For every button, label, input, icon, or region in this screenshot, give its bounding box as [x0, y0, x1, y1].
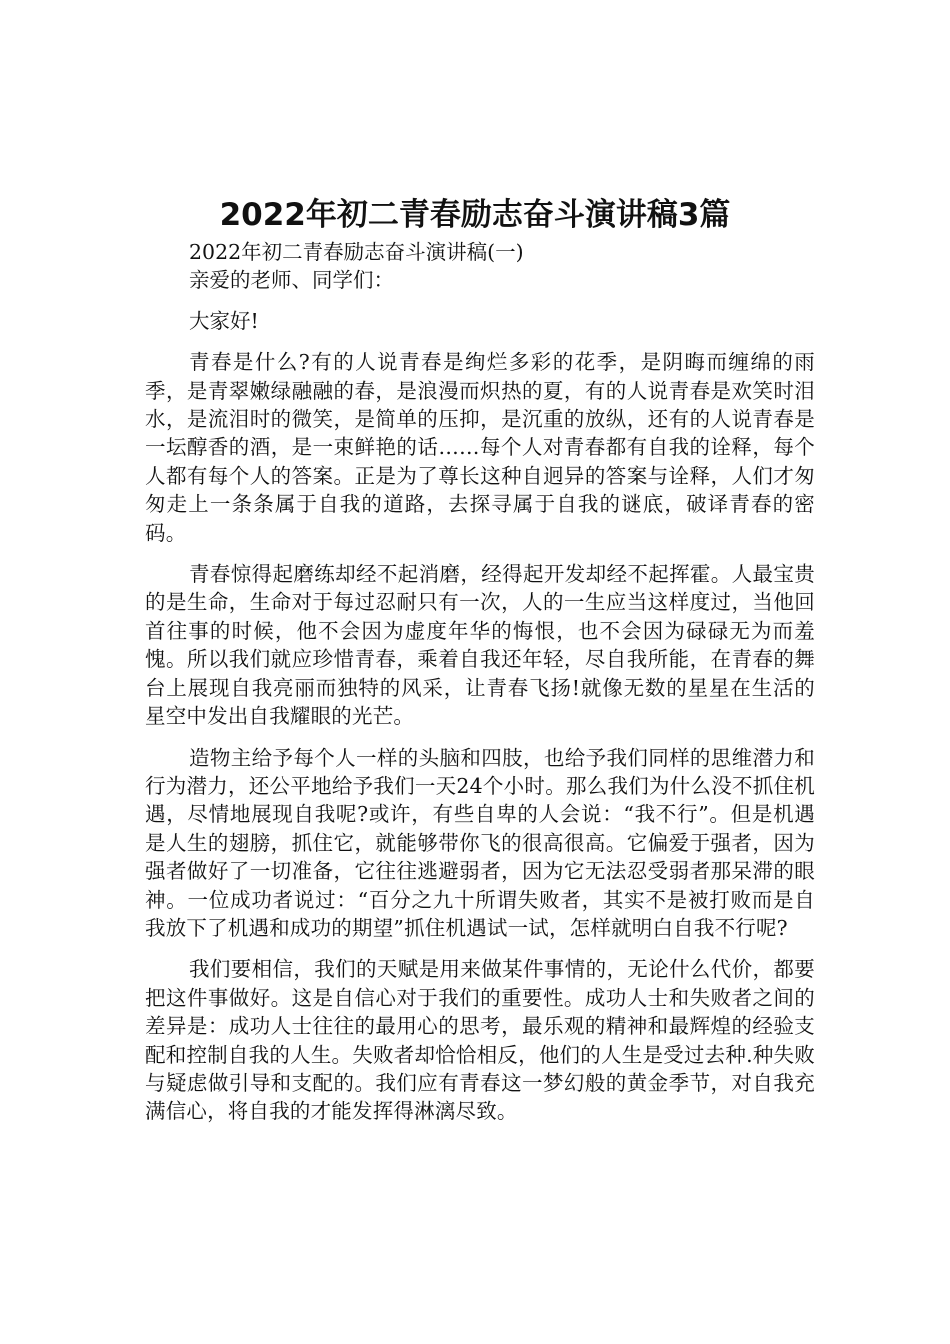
document-body — [145, 238, 815, 1139]
paragraph: 青春是什么?有的人说青春是绚烂多彩的花季，是阴晦而缠绵的雨季，是青翠嫩绿融融的春，是浪漫而炽热的夏，有的人说青春是欢笑时泪水，是流泪时的微笑，是简单的压抑，是沉重的放纵，还有的人说青春是一坛醇香的酒，是一束鲜艳的话……每个人对青春都有自我的诠释，每个人都有每个人的答案。正是为了尊长这种自迥异的答案与诠释，人们才匆匆走上一条条属于自我的道路，去探寻属于自我的谜底，破译青春的密码。 — [145, 350, 815, 545]
salutation: 亲爱的老师、同学们： — [189, 268, 394, 293]
greeting: 大家好! — [189, 308, 259, 333]
paragraph: 造物主给予每个人一样的头脑和四肢，也给予我们同样的思维潜力和行为潜力，还公平地给予我们一天24个小时。那么我们为什么没不抓住机遇，尽情地展现自我呢?或许，有些自卑的人会说：“我不行”。但是机遇是人生的翅膀，抓住它，就能够带你飞的很高很高。它偏爱于强者，因为强者做好了一切准备，它往往逃避弱者，因为它无法忍受弱者那呆滞的眼神。一位成功者说过：“百分之九十所谓失败者，其实不是被打败而是自我放下了机遇和成功的期望”抓住机遇试一试，怎样就明白自我不行呢? — [145, 745, 815, 940]
document-title: 2022年初二青春励志奋斗演讲稿3篇 — [219, 197, 731, 233]
paragraph: 我们要相信，我们的天赋是用来做某件事情的，无论什么代价，都要把这件事做好。这是自信心对于我们的重要性。成功人士和失败者之间的差异是：成功人士往往的最用心的思考，最乐观的精神和最辉煌的经验支配和控制自我的人生。失败者却恰恰相反，他们的人生是受过去种.种失败与疑虑做引导和支配的。我们应有青春这一梦幻般的黄金季节，对自我充满信心，将自我的才能发挥得淋漓尽致。 — [145, 957, 815, 1124]
speech-subtitle: 2022年初二青春励志奋斗演讲稿(一) — [189, 240, 524, 264]
paragraph: 青春惊得起磨练却经不起消磨，经得起开发却经不起挥霍。人最宝贵的是生命，生命对于每过忍耐只有一次，人的一生应当这样度过，当他回首往事的时候，他不会因为虚度年华的悔恨，也不会因为碌碌无为而羞愧。所以我们就应珍惜青春，乘着自我还年轻，尽自我所能，在青春的舞台上展现自我亮丽而独特的风采，让青春飞扬!就像无数的星星在生活的星空中发出自我耀眼的光芒。 — [145, 562, 815, 729]
